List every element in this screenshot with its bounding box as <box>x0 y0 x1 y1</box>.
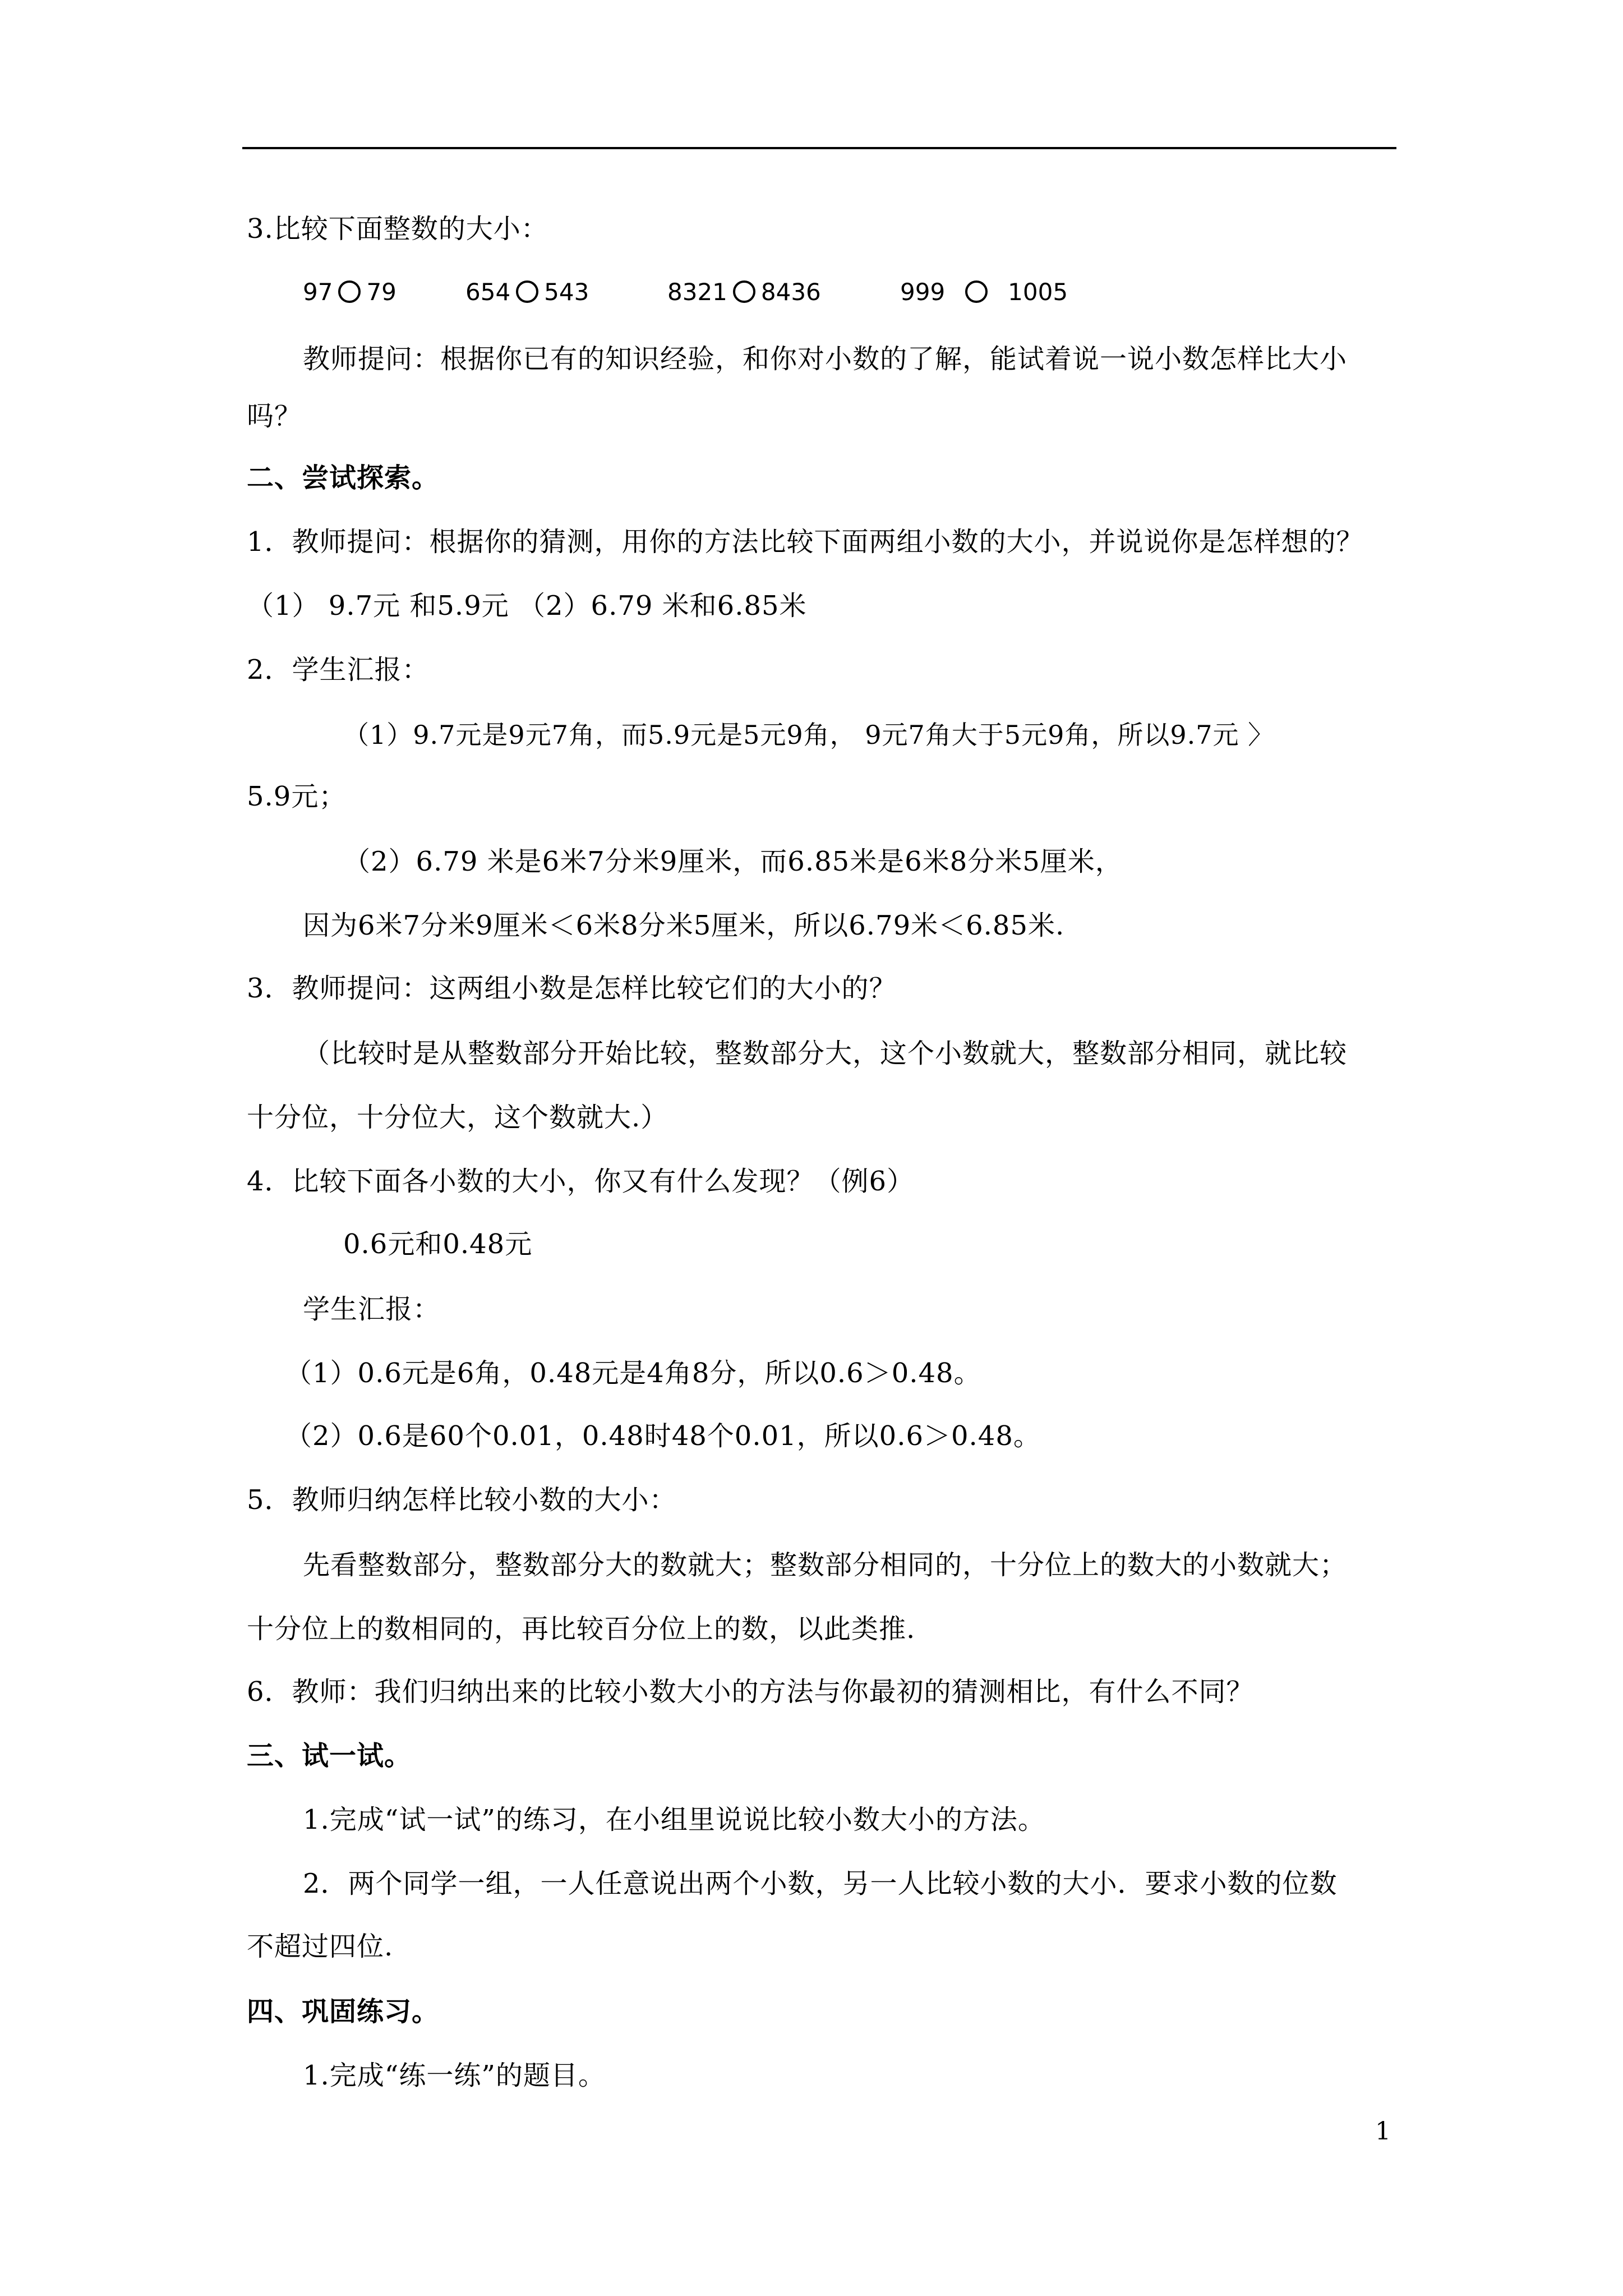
comparison-circle-icon <box>965 280 988 303</box>
comparison-left: 8321 <box>667 278 727 306</box>
text-line: 3．教师提问：这两组小数是怎样比较它们的大小的？ <box>247 973 897 1004</box>
section-heading: 三、试一试。 <box>247 1740 412 1772</box>
page-number: 1 <box>1375 2117 1391 2146</box>
text-line: （2）0.6是60个0.01，0.48时48个0.01，所以0.6＞0.48。 <box>285 1420 1041 1452</box>
text-line: （1）9.7元是9元7角，而5.9元是5元9角， 9元7角大于5元9角，所以9.7元 〉 <box>343 720 1275 750</box>
text-line: 1.完成“试一试”的练习，在小组里说说比较小数大小的方法。 <box>303 1804 1045 1835</box>
text-line: （2）6.79 米是6米7分米9厘米，而6.85米是6米8分米5厘米， <box>343 846 1123 877</box>
text-line: 0.6元和0.48元 <box>343 1228 533 1260</box>
comparison-circle-icon <box>516 280 538 303</box>
text-line: （1）0.6元是6角，0.48元是4角8分，所以0.6＞0.48。 <box>285 1358 981 1389</box>
comparison-item <box>900 275 1068 309</box>
text-line: 先看整数部分，整数部分大的数就大；整数部分相同的，十分位上的数大的小数就大； <box>303 1549 1348 1581</box>
comparison-left: 999 <box>900 278 946 306</box>
text-line: 3.比较下面整数的大小： <box>247 213 548 245</box>
text-line: 2．两个同学一组，一人任意说出两个小数，另一人比较小数的大小．要求小数的位数 <box>303 1868 1338 1899</box>
text-line: 教师提问：根据你已有的知识经验，和你对小数的了解，能试着说一说小数怎样比大小 <box>303 343 1348 375</box>
comparison-right: 543 <box>544 278 589 306</box>
text-line: 2．学生汇报： <box>247 654 430 685</box>
comparison-right: 79 <box>366 278 396 306</box>
comparison-circle-icon <box>338 280 361 303</box>
comparison-item <box>303 275 396 309</box>
comparison-item <box>667 275 821 309</box>
text-line: （比较时是从整数部分开始比较，整数部分大，这个小数就大，整数部分相同，就比较 <box>303 1038 1348 1069</box>
text-line: 十分位上的数相同的，再比较百分位上的数，以此类推. <box>247 1613 916 1645</box>
text-line: 因为6米7分米9厘米＜6米8分米5厘米，所以6.79米＜6.85米. <box>303 910 1065 941</box>
comparison-left: 97 <box>303 278 333 306</box>
comparison-right: 8436 <box>760 278 821 306</box>
text-line: 4．比较下面各小数的大小，你又有什么发现？（例6） <box>247 1166 915 1197</box>
comparison-circle-icon <box>733 280 755 303</box>
text-line: 5.9元； <box>247 781 347 812</box>
section-heading: 四、巩固练习。 <box>247 1996 440 2027</box>
text-line: 5．教师归纳怎样比较小数的大小： <box>247 1484 677 1516</box>
text-line: 十分位，十分位大，这个数就大.） <box>247 1102 668 1133</box>
text-line: 学生汇报： <box>303 1294 441 1325</box>
comparison-right: 1005 <box>1008 278 1068 306</box>
text-line: 不超过四位. <box>247 1931 394 1962</box>
header-rule <box>242 147 1396 149</box>
text-line: 吗？ <box>247 401 302 432</box>
comparison-left: 654 <box>465 278 511 306</box>
comparison-item <box>465 275 589 309</box>
text-line: 6．教师：我们归纳出来的比较小数大小的方法与你最初的猜测相比，有什么不同？ <box>247 1676 1254 1708</box>
text-line: 1.完成“练一练”的题目。 <box>303 2060 606 2091</box>
section-heading: 二、尝试探索。 <box>247 462 440 494</box>
text-line: （1） 9.7元 和5.9元 （2）6.79 米和6.85米 <box>247 590 807 622</box>
text-line: 1．教师提问：根据你的猜测，用你的方法比较下面两组小数的大小，并说说你是怎样想的？ <box>247 526 1364 558</box>
